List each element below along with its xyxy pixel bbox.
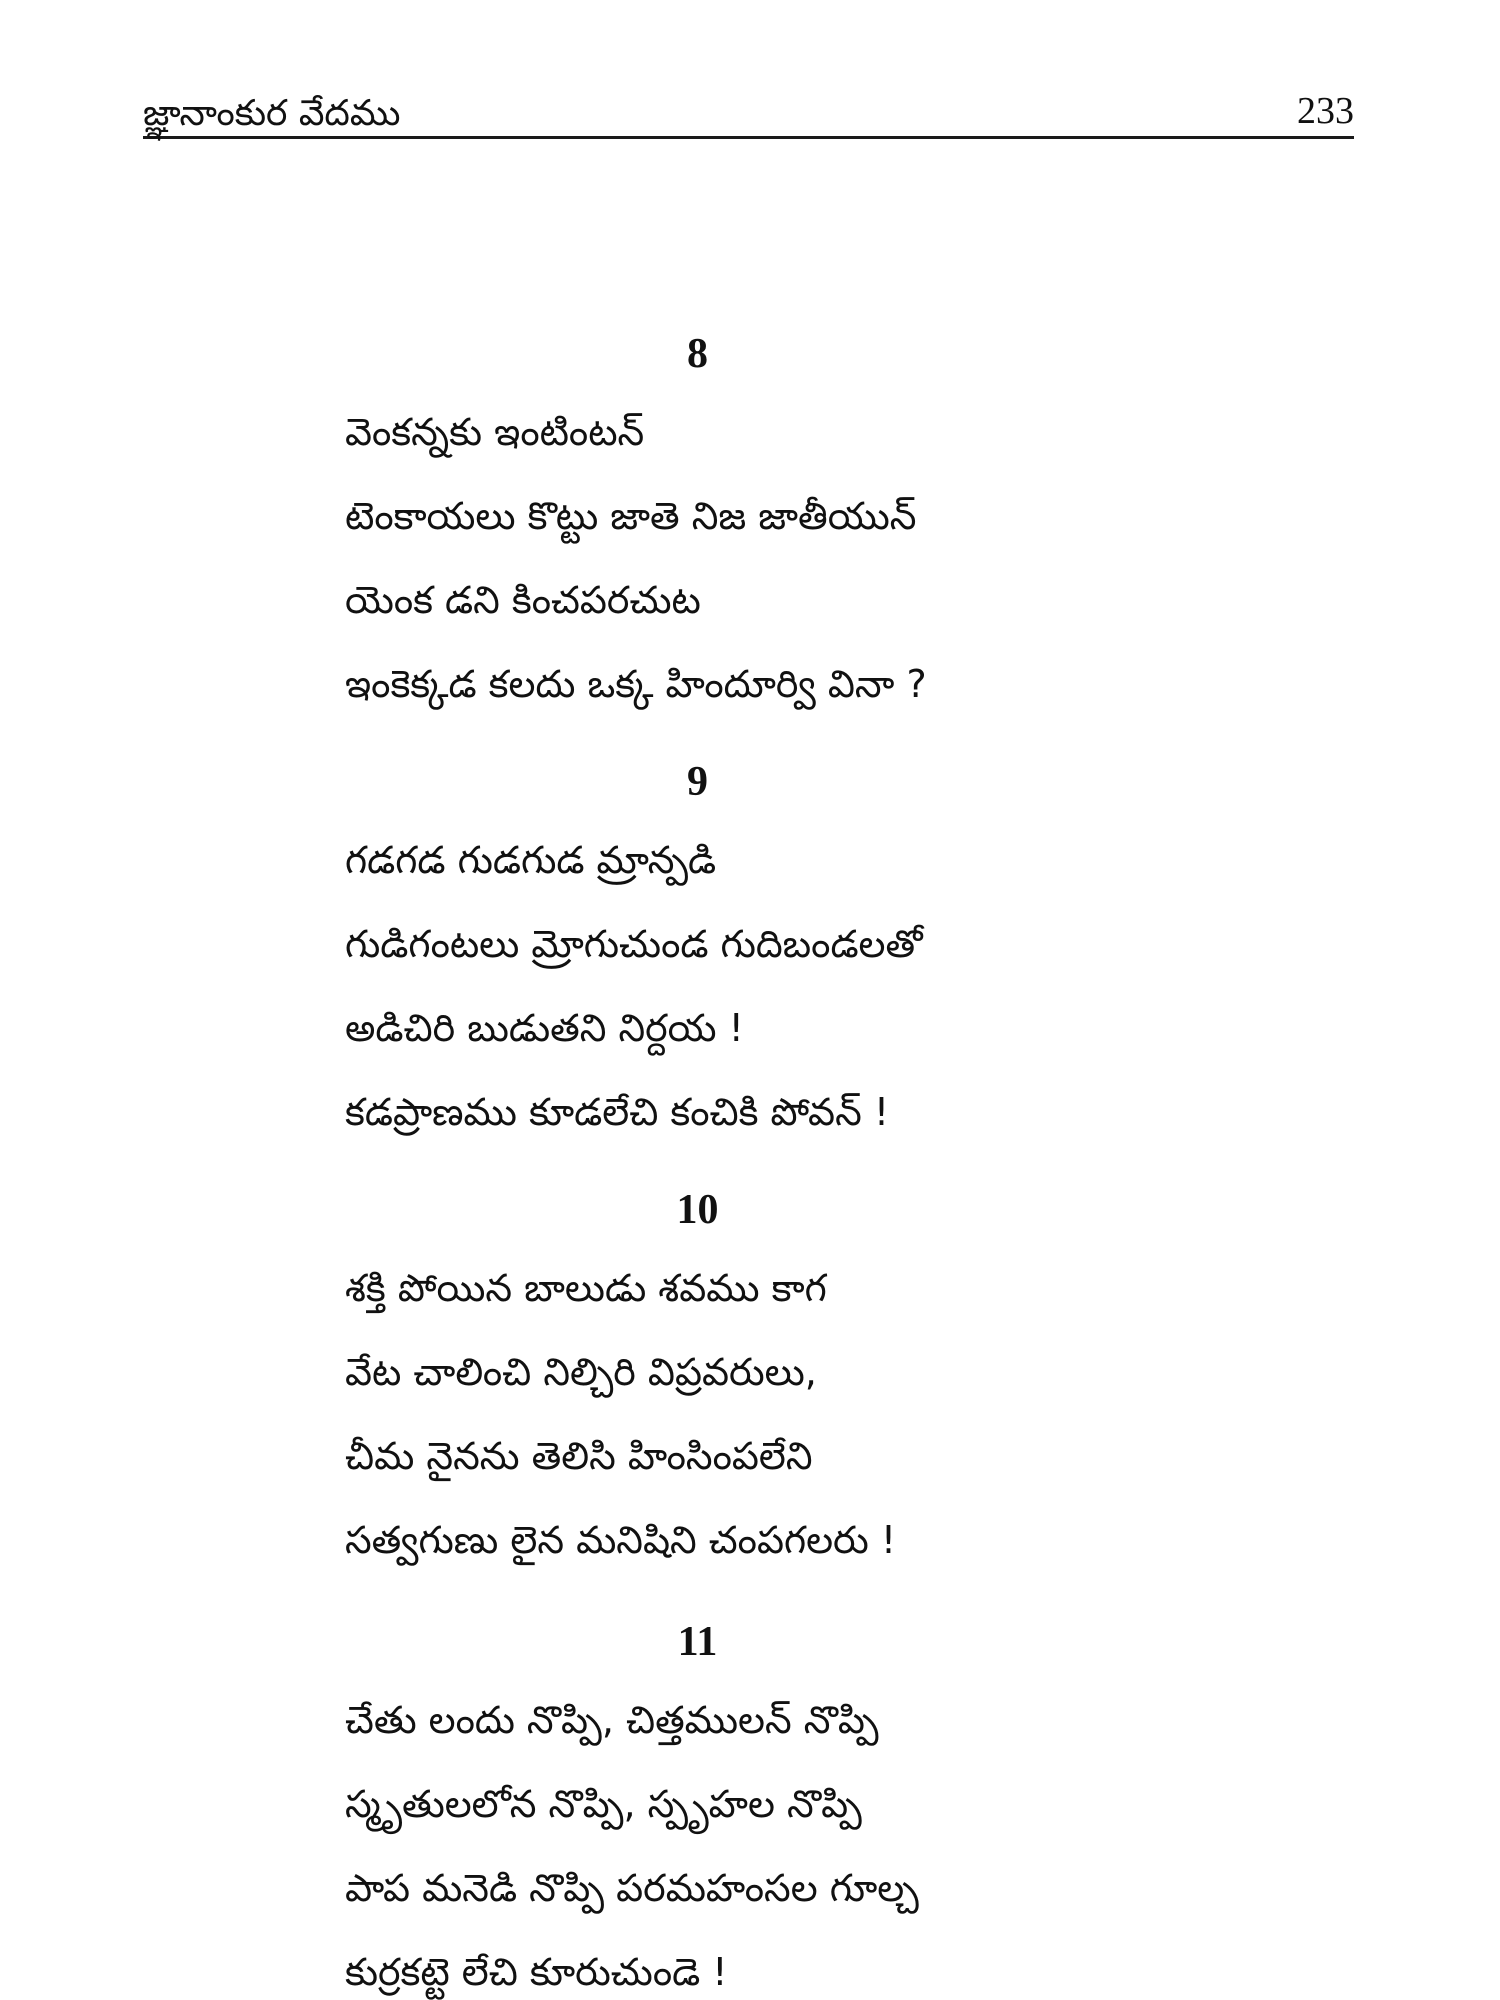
- verse-line: కడప్రాణము కూడలేచి కంచికి పోవన్ !: [345, 1090, 890, 1134]
- verse-line: యెంక డని కించపరచుట: [345, 578, 701, 622]
- verse-line: స్మృతులలోన నొప్పి, స్పృహల నొప్పి: [345, 1782, 862, 1826]
- verse-line: గుడిగంటలు మ్రోగుచుండ గుదిబండలతో: [345, 922, 923, 966]
- page-header: [143, 88, 1354, 139]
- stanza-number: 8: [687, 331, 708, 377]
- verse-line: చేతు లందు నొప్పి, చిత్తములన్ నొప్పి: [345, 1698, 879, 1742]
- verse-line: శక్తి పోయిన బాలుడు శవము కాగ: [345, 1266, 827, 1310]
- verse-line: కుర్రకట్టె లేచి కూరుచుండె !: [345, 1950, 728, 1994]
- verse-line: వెంకన్నకు ఇంటింటన్: [345, 410, 645, 454]
- verse-line: వేట చాలించి నిల్చిరి విప్రవరులు,: [345, 1350, 817, 1394]
- verse-line: పాప మనెడి నొప్పి పరమహంసల గూల్చ: [345, 1866, 919, 1910]
- page-number: 233: [1297, 90, 1354, 132]
- verse-line: టెంకాయలు కొట్టు జాతె నిజ జాతీయున్: [345, 494, 917, 538]
- verse-line: అడిచిరి బుడుతని నిర్దయ !: [345, 1006, 744, 1050]
- verse-line: ఇంకెక్కడ కలదు ఒక్క హిందూర్వి వినా ?: [345, 662, 927, 706]
- verse-line: గడగడ గుడగుడ మ్రాన్పడి: [345, 838, 717, 882]
- stanza-number: 11: [677, 1619, 718, 1665]
- verse-line: సత్వగుణు లైన మనిషిని చంపగలరు !: [345, 1518, 897, 1562]
- book-title: జ్ఞానాంకుర వేదము: [143, 93, 401, 134]
- verse-line: చీమ నైనను తెలిసి హింసింపలేని: [345, 1434, 813, 1478]
- stanza-number: 10: [676, 1187, 719, 1233]
- stanza-number: 9: [687, 759, 708, 805]
